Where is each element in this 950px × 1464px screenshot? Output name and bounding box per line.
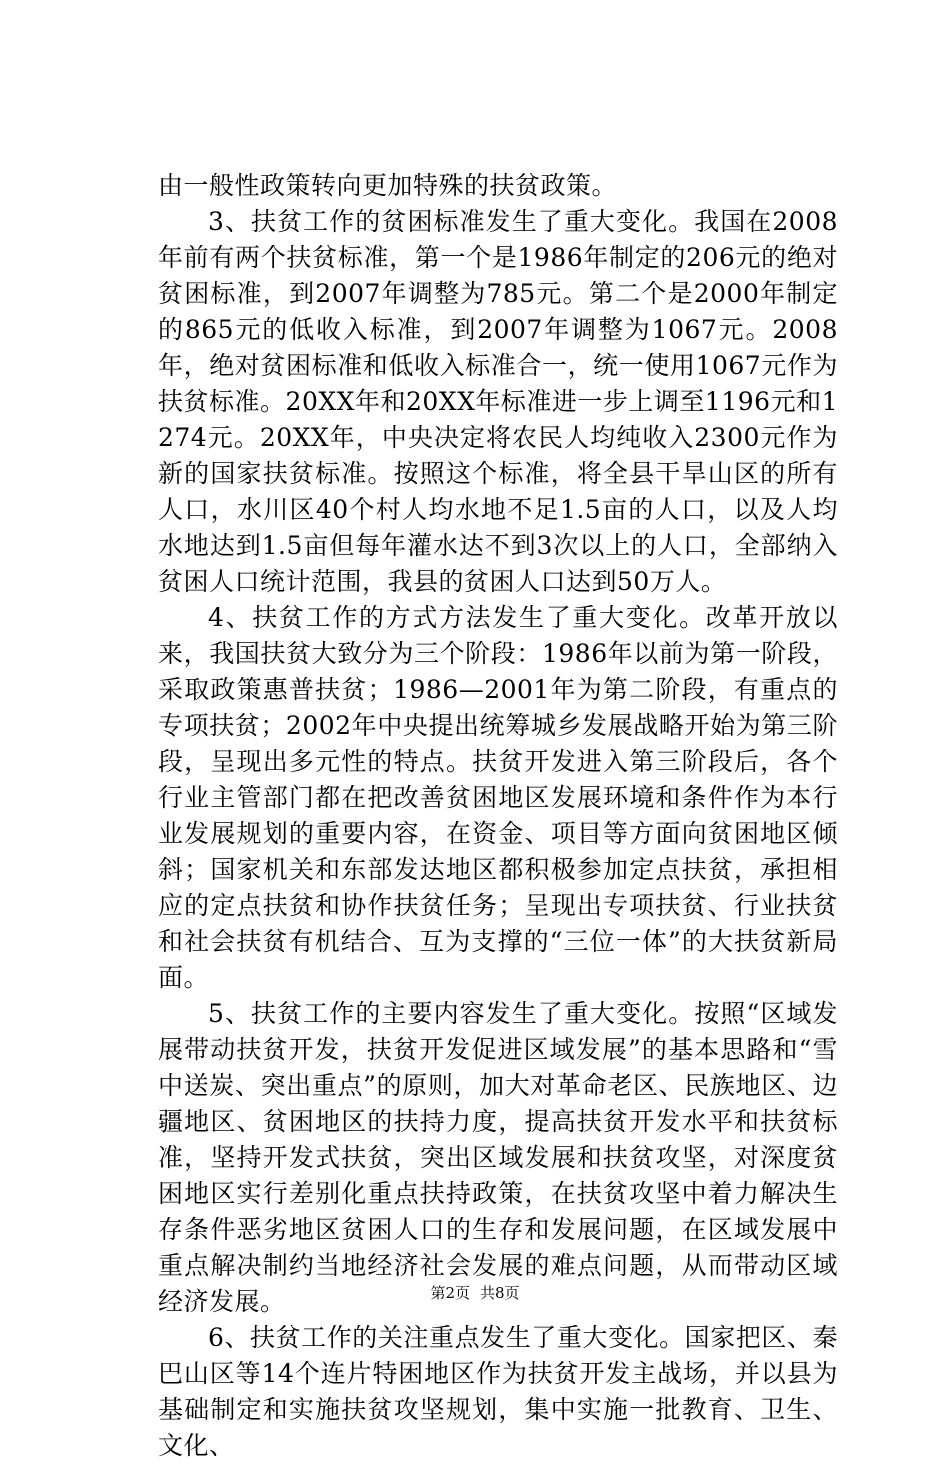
paragraph-5: 6、扶贫工作的关注重点发生了重大变化。国家把区、秦巴山区等14个连片特困地区作为扶贫开发主战场，并以县为基础制定和实施扶贫攻坚规划，集中实施一批教育、卫生、文化、 bbox=[158, 1323, 838, 1460]
page-footer bbox=[0, 1283, 950, 1303]
page-number: 第2页 bbox=[430, 1284, 470, 1302]
paragraph-4: 5、扶贫工作的主要内容发生了重大变化。按照“区域发展带动扶贫开发，扶贫开发促进区域发展”的基本思路和“雪中送炭、突出重点”的原则，加大对革命老区、民族地区、边疆地区、贫困地区的扶持力度，提高扶贫开发水平和扶贫标准，坚持开发式扶贫，突出区域发展和扶贫攻坚，对深度贫困地区实行差别化重点扶持政策，在扶贫攻坚中着力解决生存条件恶劣地区贫困人口的生存和发展问题，在区域发展中重点解决制约当地经济社会发展的难点问题，从而带动区域经济发展。 bbox=[158, 999, 838, 1316]
paragraph-2: 3、扶贫工作的贫困标准发生了重大变化。我国在2008年前有两个扶贫标准，第一个是1986年制定的206元的绝对贫困标准，到2007年调整为785元。第二个是2000年制定的865元的低收入标准，到2007年调整为1067元。2008年，绝对贫困标准和低收入标准合一，统一使用1067元作为扶贫标准。20XX年和20XX年标准进一步上调至1196元和1274元。20XX年，中央决定将农民人均纯收入2300元作为新的国家扶贫标准。按照这个标准，将全县干旱山区的所有人口，水川区40个村人均水地不足1.5亩的人口，以及人均水地达到1.5亩但每年灌水达不到3次以上的人口，全部纳入贫困人口统计范围，我县的贫困人口达到50万人。 bbox=[158, 207, 838, 596]
document-body bbox=[158, 168, 838, 1464]
paragraph-1: 由一般性政策转向更加特殊的扶贫政策。 bbox=[158, 171, 618, 200]
page-total: 共8页 bbox=[480, 1284, 520, 1302]
paragraph-3: 4、扶贫工作的方式方法发生了重大变化。改革开放以来，我国扶贫大致分为三个阶段：1986年以前为第一阶段，采取政策惠普扶贫；1986—2001年为第二阶段，有重点的专项扶贫；2002年中央提出统筹城乡发展战略开始为第三阶段，呈现出多元性的特点。扶贫开发进入第三阶段后，各个行业主管部门都在把改善贫困地区发展环境和条件作为本行业发展规划的重要内容，在资金、项目等方面向贫困地区倾斜；国家机关和东部发达地区都积极参加定点扶贫，承担相应的定点扶贫和协作扶贫任务；呈现出专项扶贫、行业扶贫和社会扶贫有机结合、互为支撑的“三位一体”的大扶贫新局面。 bbox=[158, 603, 838, 992]
